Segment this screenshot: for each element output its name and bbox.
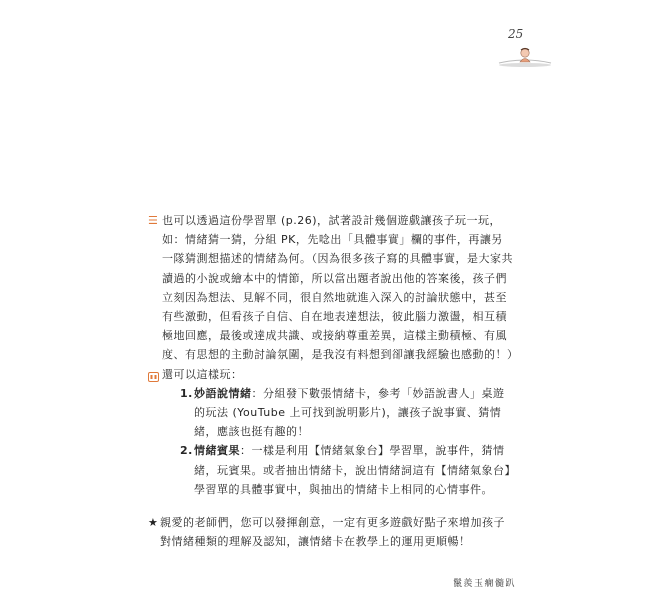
corner-illustration [497, 46, 553, 68]
list-number: 1. [180, 386, 193, 400]
lines-icon: ☰ [148, 214, 159, 227]
games-heading: 還可以這樣玩： [162, 367, 243, 381]
intro-paragraph [148, 211, 519, 365]
game-icon [148, 369, 160, 388]
page-number: 25 [508, 27, 524, 41]
main-content [148, 211, 519, 551]
page-footer: 鬣羨玉癇髓趴 [453, 579, 517, 589]
star-icon: ★ [148, 516, 159, 530]
games-list [162, 384, 513, 499]
intro-text: 也可以透過這份學習單 (p.26)，試著設計幾個遊戲讓孩子玩一玩，如：情緒猜一猜，分組 PK，先唸出「具體事實」欄的事件，再讓另一隊猜測想描述的情緒為何。（因為很多孩子寫的具體事實，是大家共讀過的小說或繪本中的情節，所以當出題者說出他的答案後，孩子們立刻因為想法、見解不同，很自然地就進入深入的討論狀態中，甚至有些激動，但看孩子自信、自在地表達想法，彼此腦力激盪，相互積極地回應，最後或達成共識、或接納尊重差異，這樣主動積極、有風度、有思想的主動討論氛圍，是我沒有料想到卻讓我經驗也感動的！） [162, 214, 519, 362]
list-item-text: ：分組發下數張情緒卡，參考「妙語說書人」桌遊的玩法 (YouTube 上可找到說明影片)，讓孩子說事實、猜情緒，應該也挺有趣的！ [194, 386, 505, 439]
closing-text: 親愛的老師們，您可以發揮創意，一定有更多遊戲好點子來增加孩子對情緒種類的理解及認知，讓情緒卡在教學上的運用更順暢！ [160, 516, 505, 549]
list-item-title: 妙語說情緒 [194, 386, 252, 400]
closing-paragraph [148, 513, 513, 551]
list-item-text: ：一樣是利用【情緒氣象台】學習單，說事件，猜情緒，玩賓果。或者抽出情緒卡，說出情緒詞這有【情緒氣象台】學習單的具體事實中，與抽出的情緒卡上相同的心情事件。 [194, 444, 511, 496]
list-item [180, 384, 513, 442]
list-item [180, 441, 513, 499]
games-section [148, 365, 513, 499]
list-number: 2. [180, 444, 193, 458]
list-item-title: 情緒賓果 [194, 444, 240, 458]
